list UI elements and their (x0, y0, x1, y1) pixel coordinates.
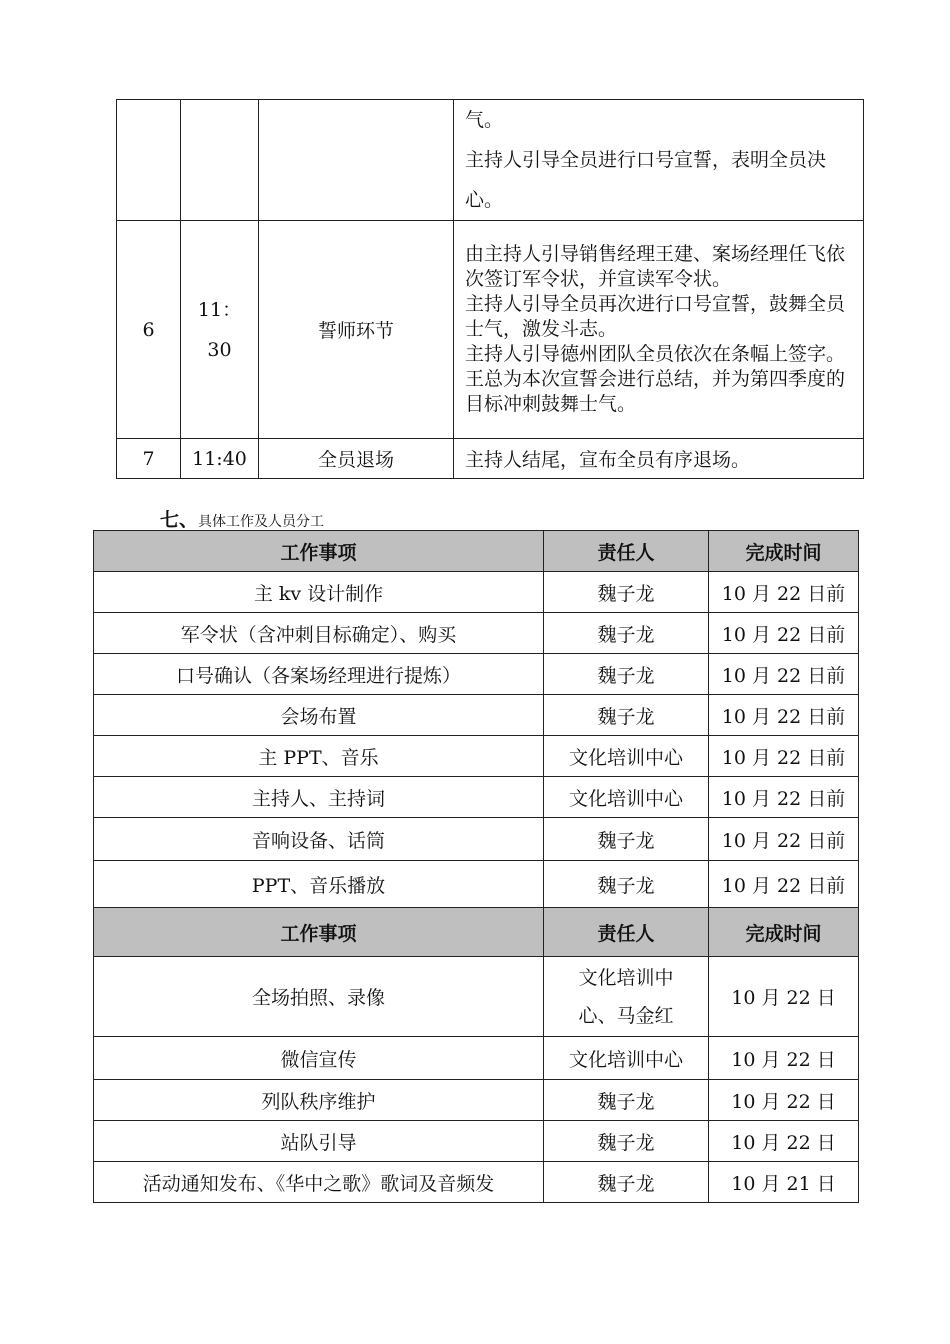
task-cell: 列队秩序维护 (94, 1080, 544, 1121)
table-row (94, 1121, 859, 1162)
schedule-content-cell (454, 100, 864, 221)
table-row (94, 654, 859, 695)
due-cell: 10 月 22 日前 (709, 572, 859, 613)
owner-cell: 文化培训中心 (544, 1037, 709, 1080)
table-row (94, 695, 859, 736)
task-cell: 站队引导 (94, 1121, 544, 1162)
content-line: 主持人引导全员再次进行口号宣誓，鼓舞全员士气，激发斗志。 (465, 293, 846, 340)
content-line: 主持人引导全员进行口号宣誓，表明全员决心。 (465, 149, 827, 211)
tasks-table (93, 530, 859, 1203)
task-cell: 主持人、主持词 (94, 777, 544, 818)
schedule-content-cell: 主持人结尾，宣布全员有序退场。 (454, 439, 864, 479)
table-row (94, 613, 859, 654)
owner-cell: 魏子龙 (544, 1080, 709, 1121)
task-cell: 音响设备、话筒 (94, 818, 544, 861)
content-line: 王总为本次宣誓会进行总结，并为第四季度的目标冲刺鼓舞士气。 (465, 368, 846, 415)
task-cell: 主 PPT、音乐 (94, 736, 544, 777)
header-owner: 责任人 (544, 531, 709, 572)
table-row (94, 1037, 859, 1080)
due-cell: 10 月 22 日 (709, 1037, 859, 1080)
section-number: 七、 (160, 509, 199, 531)
header-task: 工作事项 (94, 531, 544, 572)
due-cell: 10 月 22 日前 (709, 818, 859, 861)
schedule-row-7 (117, 439, 864, 479)
due-cell: 10 月 22 日前 (709, 613, 859, 654)
header-due: 完成时间 (709, 531, 859, 572)
schedule-no-cell (117, 100, 181, 221)
due-cell: 10 月 22 日前 (709, 861, 859, 908)
task-cell: 军令状（含冲刺目标确定）、购买 (94, 613, 544, 654)
schedule-no-cell: 6 (117, 221, 181, 439)
schedule-content-cell (454, 221, 864, 439)
due-cell: 10 月 22 日前 (709, 654, 859, 695)
due-cell: 10 月 22 日前 (709, 777, 859, 818)
due-cell: 10 月 22 日 (709, 1080, 859, 1121)
header-task: 工作事项 (94, 908, 544, 957)
table-row (94, 572, 859, 613)
header-due: 完成时间 (709, 908, 859, 957)
owner-cell: 魏子龙 (544, 1121, 709, 1162)
owner-cell (544, 957, 709, 1037)
owner-cell: 文化培训中心 (544, 777, 709, 818)
header-owner: 责任人 (544, 908, 709, 957)
table-row (94, 1080, 859, 1121)
task-cell: 微信宣传 (94, 1037, 544, 1080)
owner-line: 文化培训中 (578, 966, 674, 989)
owner-cell: 魏子龙 (544, 654, 709, 695)
owner-cell: 魏子龙 (544, 695, 709, 736)
table-row (94, 818, 859, 861)
schedule-time-cell (181, 221, 259, 439)
content-line: 主持人引导德州团队全员依次在条幅上签字。 (465, 343, 846, 365)
content-line: 由主持人引导销售经理王建、案场经理任飞依次签订军令状，并宣读军令状。 (465, 243, 846, 290)
task-cell: 会场布置 (94, 695, 544, 736)
schedule-item-cell (259, 100, 454, 221)
schedule-no-cell: 7 (117, 439, 181, 479)
due-cell: 10 月 21 日 (709, 1162, 859, 1203)
owner-cell: 魏子龙 (544, 1162, 709, 1203)
tasks-header-row (94, 531, 859, 572)
owner-cell: 魏子龙 (544, 572, 709, 613)
schedule-row-6 (117, 221, 864, 439)
owner-cell: 文化培训中心 (544, 736, 709, 777)
task-cell: 口号确认（各案场经理进行提炼） (94, 654, 544, 695)
due-cell: 10 月 22 日前 (709, 695, 859, 736)
schedule-row-continued (117, 100, 864, 221)
schedule-item-cell: 全员退场 (259, 439, 454, 479)
due-cell: 10 月 22 日前 (709, 736, 859, 777)
task-cell: 主 kv 设计制作 (94, 572, 544, 613)
time-part: 11： (197, 298, 242, 321)
owner-cell: 魏子龙 (544, 861, 709, 908)
content-line: 气。 (465, 109, 504, 131)
section-title: 具体工作及人员分工 (198, 514, 325, 530)
section-heading (160, 505, 324, 532)
task-cell: PPT、音乐播放 (94, 861, 544, 908)
due-cell: 10 月 22 日 (709, 1121, 859, 1162)
task-cell: 全场拍照、录像 (94, 957, 544, 1037)
schedule-time-cell: 11:40 (181, 439, 259, 479)
table-row (94, 736, 859, 777)
owner-cell: 魏子龙 (544, 613, 709, 654)
schedule-time-cell (181, 100, 259, 221)
table-row (94, 861, 859, 908)
owner-line: 心、马金红 (578, 1004, 674, 1027)
tasks-header-row (94, 908, 859, 957)
table-row (94, 777, 859, 818)
schedule-item-cell: 誓师环节 (259, 221, 454, 439)
schedule-table (116, 99, 864, 479)
owner-cell: 魏子龙 (544, 818, 709, 861)
table-row (94, 1162, 859, 1203)
table-row (94, 957, 859, 1037)
time-part: 30 (207, 338, 232, 361)
task-cell: 活动通知发布、《华中之歌》歌词及音频发 (94, 1162, 544, 1203)
due-cell: 10 月 22 日 (709, 957, 859, 1037)
